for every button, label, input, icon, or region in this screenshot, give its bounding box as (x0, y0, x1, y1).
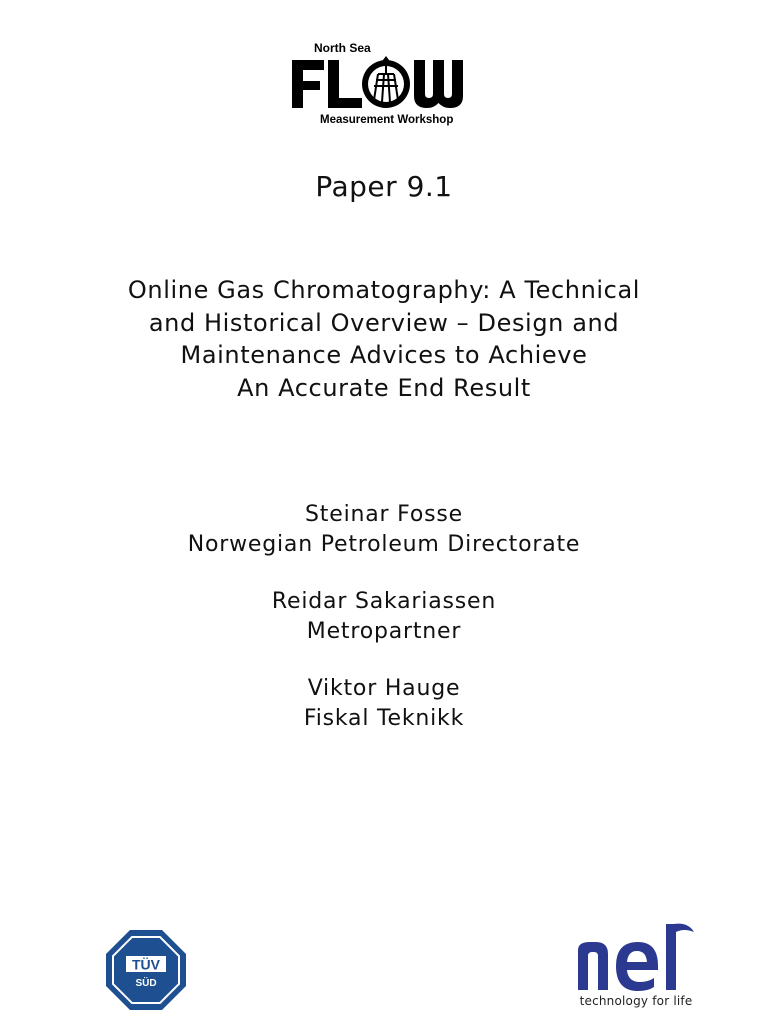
paper-title (0, 274, 768, 404)
author-name: Reidar Sakariassen (271, 589, 497, 614)
tuv-line1: TÜV (132, 956, 160, 973)
author-block (0, 500, 768, 559)
author-affiliation: Metropartner (306, 618, 462, 644)
north-sea-flow-logo (288, 40, 484, 130)
author-block (0, 587, 768, 646)
title-line: and Historical Overview – Design and (148, 308, 620, 337)
tuv-line2: SÜD (135, 978, 157, 989)
author-list (0, 500, 768, 761)
paper-number: Paper 9.1 (315, 170, 453, 203)
author-name: Viktor Hauge (307, 676, 461, 701)
title-line: An Accurate End Result (237, 373, 531, 402)
author-name: Steinar Fosse (305, 502, 463, 527)
logo-bottom-line: Measurement Workshop (320, 114, 454, 126)
logo-top-line: North Sea (314, 41, 371, 55)
tuv-sud-logo (104, 928, 188, 1012)
nel-tagline: technology for life (579, 994, 693, 1008)
author-block (0, 674, 768, 733)
title-line: Maintenance Advices to Achieve (180, 341, 588, 369)
author-affiliation: Norwegian Petroleum Directorate (187, 531, 581, 557)
author-affiliation: Fiskal Teknikk (303, 705, 465, 731)
title-line: Online Gas Chromatography: A Technical (127, 276, 641, 304)
